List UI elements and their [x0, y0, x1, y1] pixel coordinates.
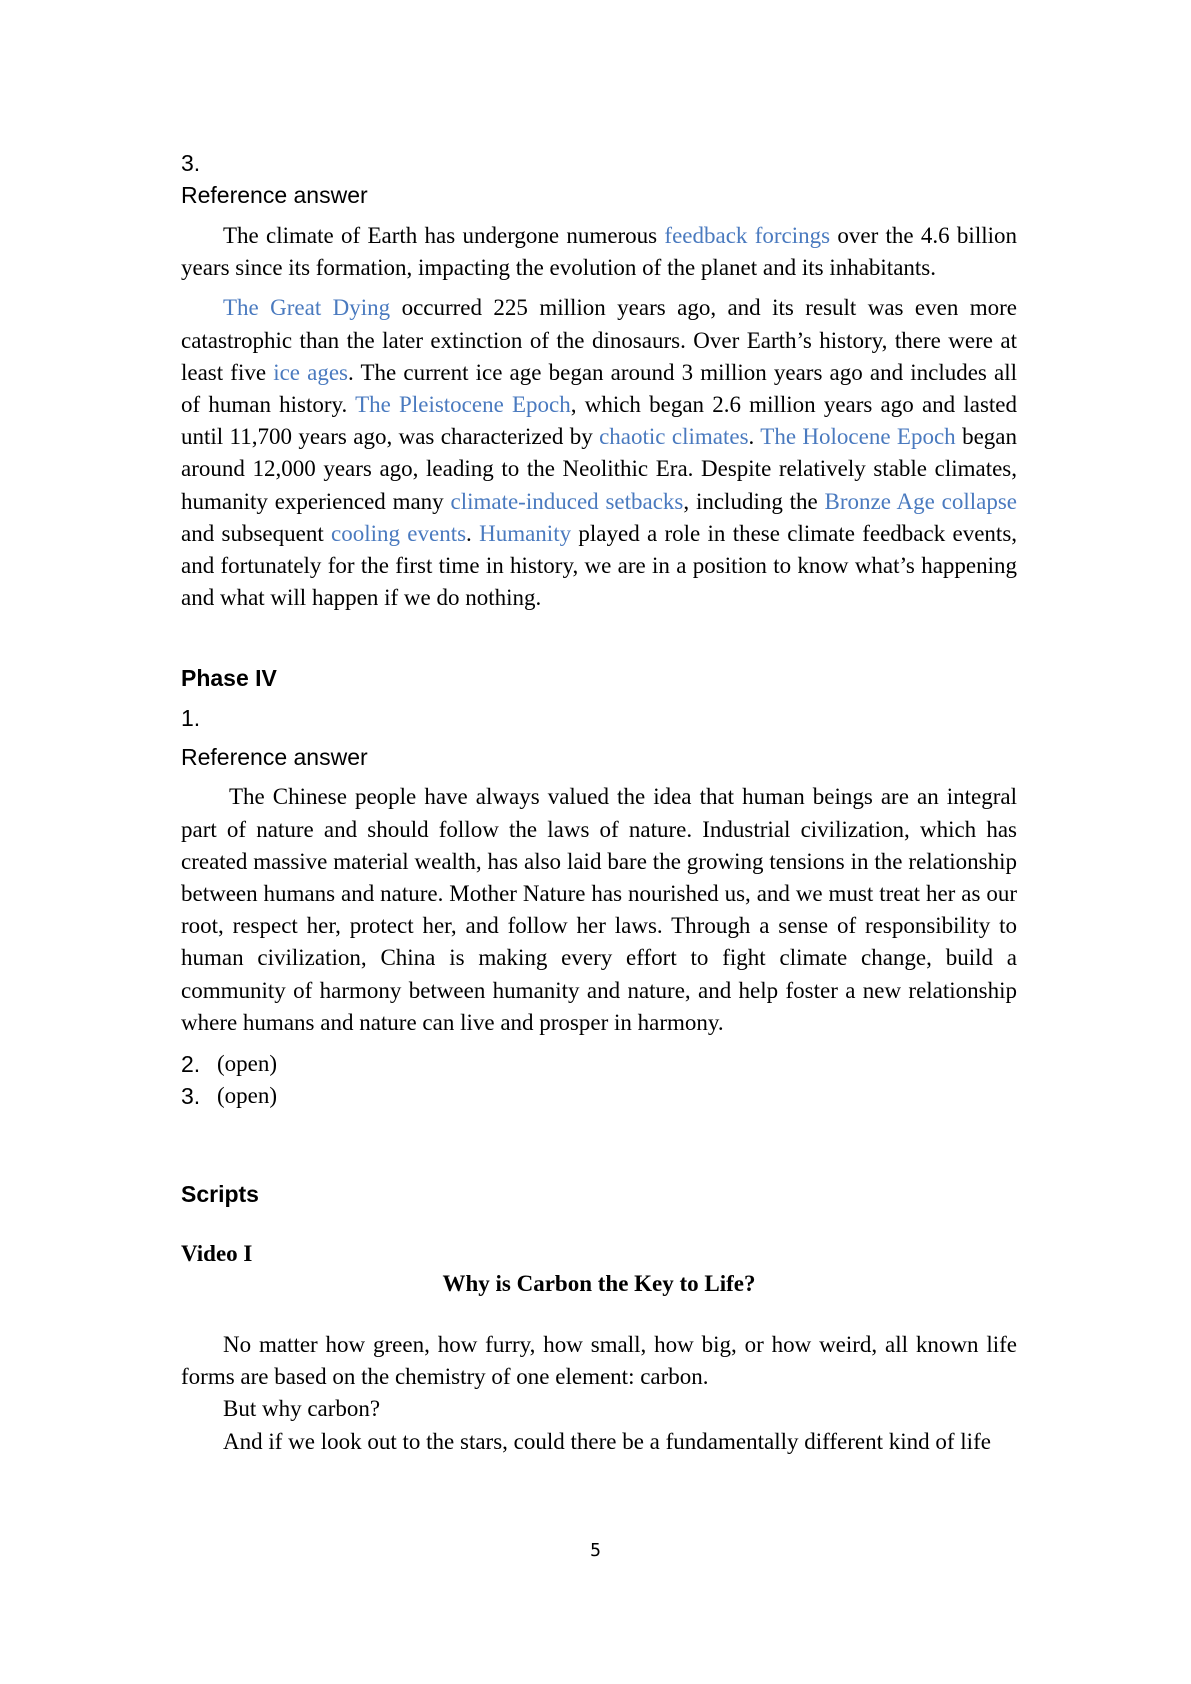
reference-paragraph [181, 220, 1017, 284]
script-line: And if we look out to the stars, could there be a fundamentally different kind of life [223, 1428, 991, 1454]
paragraph-text: over the 4.6 billion years since its formation, impacting the evolution of the planet and its inhabitants. [181, 223, 1017, 281]
paragraph-text: , including the [683, 488, 825, 514]
paragraph-text: . [466, 520, 480, 546]
item-number: 3. [181, 150, 201, 176]
term-link[interactable]: Humanity [479, 520, 572, 546]
term-link[interactable]: climate-induced setbacks [450, 488, 684, 514]
term-link[interactable]: The Pleistocene Epoch [355, 392, 571, 418]
paragraph-text: . [748, 424, 761, 450]
term-link[interactable]: ice ages [273, 359, 348, 385]
video-label: Video I [181, 1241, 253, 1267]
reference-paragraph [181, 292, 1017, 614]
open-items-list [181, 1048, 1017, 1112]
reference-paragraph: The Chinese people have always valued the idea that human beings are an integral part of nature and should follow the laws of nature. Industrial civilization, which has created massive material wealth, has also laid bare the growing tensions in the relationship between humans and nature. Mother Nature has nourished us, and we must treat her as our root, respect her, protect her, and follow her laws. Through a sense of responsibility to human civilization, China is making every effort to fight climate change, build a community of harmony between humanity and nature, and help foster a new relationship where humans and nature can live and prosper in harmony. [181, 784, 1017, 1035]
paragraph-text: occurred 225 million years ago, and its result was even more catastrophic than the later extinction of the dinosaurs. Over Earth’s history, there were at least five [181, 295, 1017, 385]
term-link[interactable]: feedback forcings [664, 223, 831, 248]
script-title: Why is Carbon the Key to Life? [442, 1271, 756, 1297]
term-link[interactable]: The Holocene Epoch [760, 424, 956, 450]
paragraph-text: The climate of Earth has undergone numerous [223, 223, 665, 248]
page-number: 5 [590, 1540, 601, 1561]
script-line: But why carbon? [223, 1396, 381, 1422]
list-item-text: (open) [217, 1083, 278, 1109]
paragraph-text: began around 12,000 years ago, leading to the Neolithic Era. Despite relatively stable climates, humanity experienced many [181, 424, 1017, 514]
script-line: No matter how green, how furry, how small, how big, or how weird, all known life forms are based on the chemistry of one element: carbon. [181, 1332, 1017, 1390]
term-link[interactable]: The Great Dying [223, 295, 391, 321]
list-item-text: (open) [217, 1051, 278, 1077]
list-item-number: 3. [181, 1083, 201, 1110]
item-number: 1. [181, 705, 201, 732]
reference-answer-label: Reference answer [181, 182, 368, 208]
term-link[interactable]: chaotic climates [599, 424, 749, 450]
list-item [181, 1080, 1017, 1112]
list-item [181, 1048, 1017, 1080]
paragraph-text: played a role in these climate feedback events, and fortunately for the first time in history, we are in a position to know what’s happening and what will happen if we do nothing. [181, 520, 1018, 611]
phase-heading: Phase IV [181, 665, 277, 692]
list-item-number: 2. [181, 1051, 201, 1078]
document-page [181, 148, 1017, 1458]
paragraph-text: and subsequent [181, 520, 331, 546]
script-body [181, 1329, 1017, 1458]
term-link[interactable]: cooling events [331, 520, 467, 546]
paragraph-text: . The current ice age began around 3 million years ago and includes all of human history. [181, 359, 1017, 418]
paragraph-text: , which began 2.6 million years ago and lasted until 11,700 years ago, was characterized by [181, 392, 1018, 450]
scripts-heading: Scripts [181, 1181, 259, 1208]
term-link[interactable]: Bronze Age collapse [824, 488, 1017, 514]
reference-answer-label: Reference answer [181, 744, 368, 771]
